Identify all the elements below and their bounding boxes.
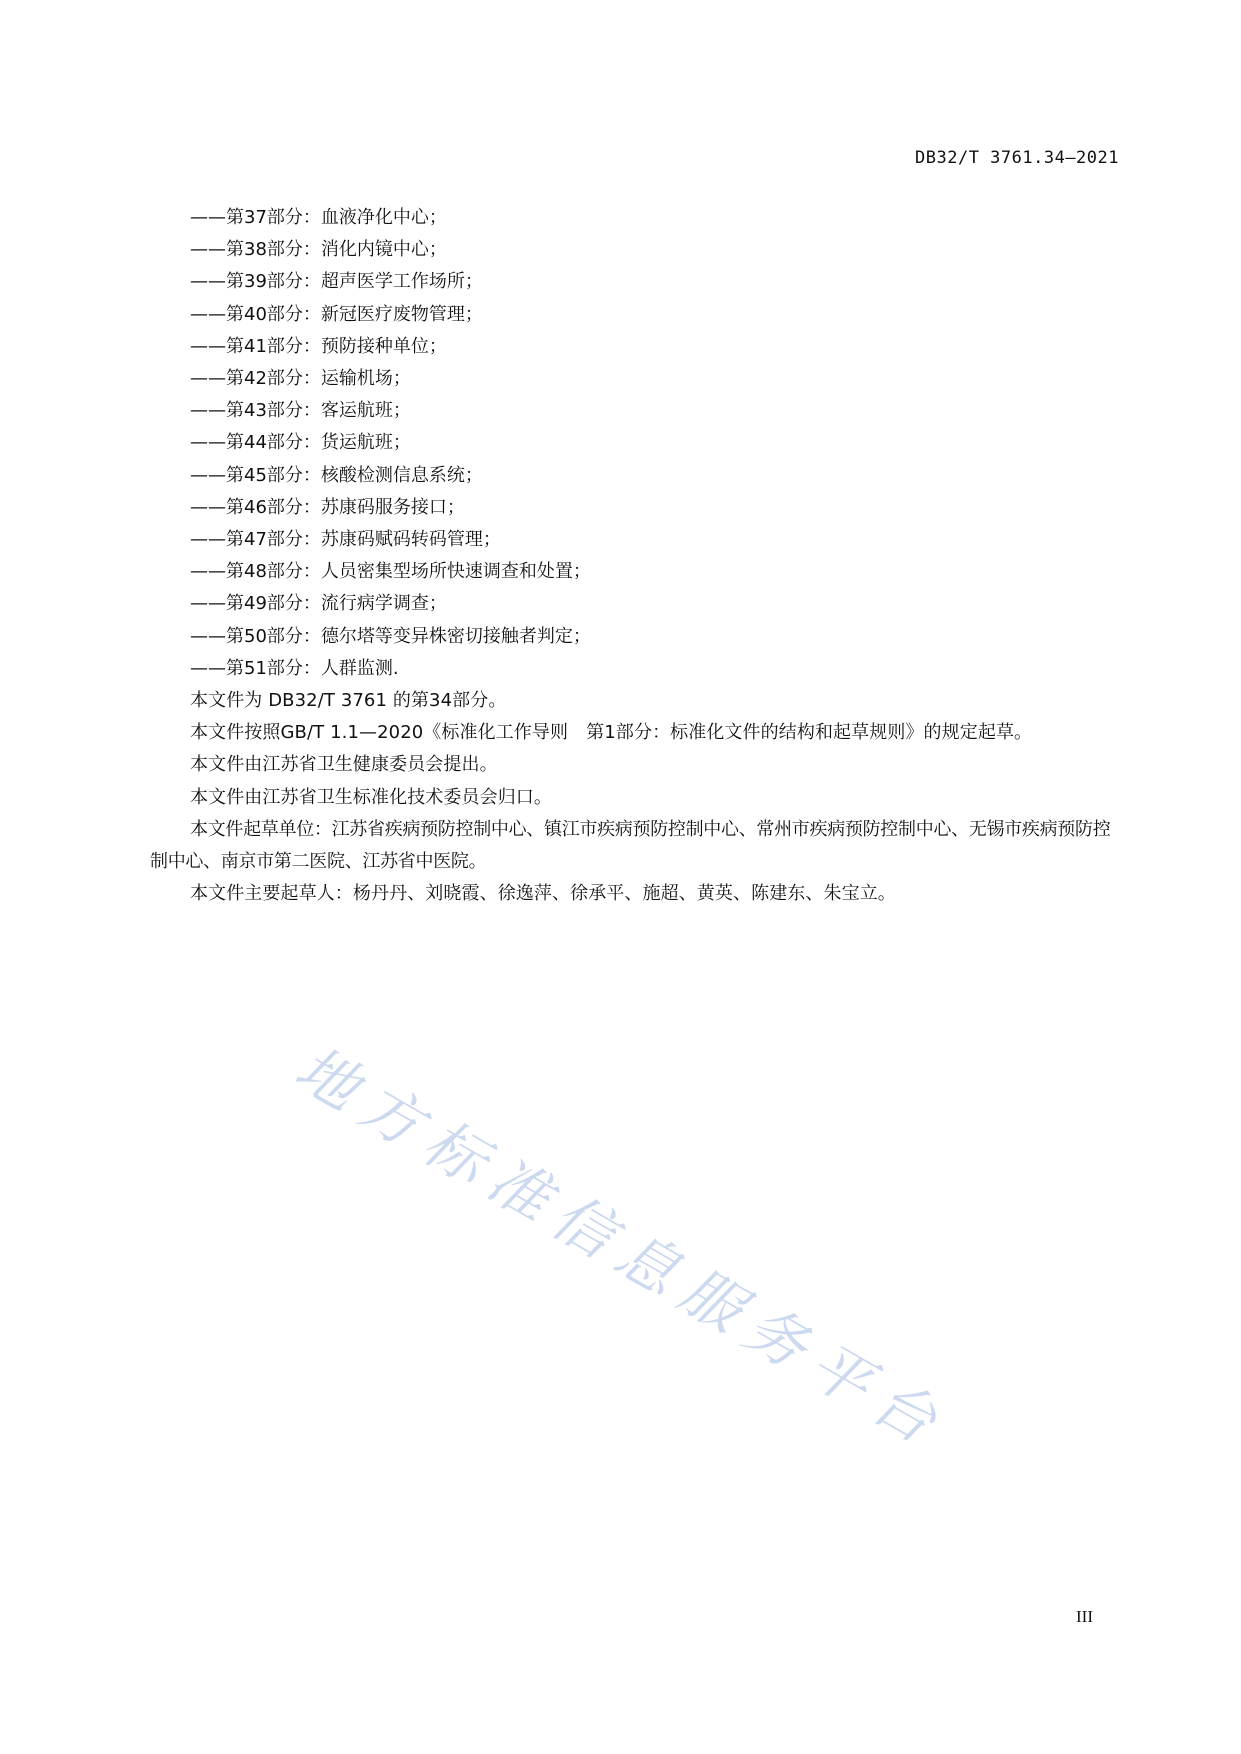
list-item: ——第46部分：苏康码服务接口；	[190, 496, 465, 518]
list-item: ——第50部分：德尔塔等变异株密切接触者判定；	[190, 625, 591, 647]
document-code: DB32/T 3761.34—2021	[915, 148, 1119, 168]
list-item: ——第37部分：血液净化中心；	[190, 207, 447, 228]
list-item: ——第40部分：新冠医疗废物管理；	[190, 303, 483, 325]
list-item: ——第42部分：运输机场；	[190, 368, 411, 390]
paragraph-managed-by: 本文件由江苏省卫生标准化技术委员会归口。	[190, 786, 552, 808]
paragraph-drafting-units: 本文件起草单位：江苏省疾病预防控制中心、镇江市疾病预防控制中心、常州市疾病预防控制中心、无锡市疾病预防控制中心、南京市第二医院、江苏省中医院。	[150, 818, 1111, 873]
list-item: ——第47部分：苏康码赋码转码管理；	[190, 529, 501, 551]
list-item: ——第43部分：客运航班；	[190, 400, 411, 422]
list-item: ——第44部分：货运航班；	[190, 432, 411, 454]
paragraph-drafted-per: 本文件按照GB/T 1.1—2020《标准化工作导则 第1部分：标准化文件的结构和起草规则》的规定起草。	[190, 722, 1033, 744]
list-item: ——第45部分：核酸检测信息系统；	[190, 464, 483, 486]
paragraph-part-of: 本文件为 DB32/T 3761 的第34部分。	[190, 690, 507, 712]
list-item: ——第49部分：流行病学调查；	[190, 593, 447, 615]
page-number: III	[1076, 1607, 1093, 1626]
list-item: ——第38部分：消化内镜中心；	[190, 239, 447, 261]
watermark: 地方标准信息服务平台	[283, 1033, 960, 1464]
list-item: ——第39部分：超声医学工作场所；	[190, 271, 483, 293]
paragraph-drafters: 本文件主要起草人：杨丹丹、刘晓霞、徐逸萍、徐承平、施超、黄英、陈建东、朱宝立。	[190, 883, 896, 905]
list-item: ——第41部分：预防接种单位；	[190, 335, 447, 357]
foreword-body	[150, 202, 1120, 910]
paragraph-proposed-by: 本文件由江苏省卫生健康委员会提出。	[190, 754, 498, 776]
list-item: ——第48部分：人员密集型场所快速调查和处置；	[190, 561, 591, 583]
list-item: ——第51部分：人群监测.	[190, 657, 399, 679]
parts-list	[150, 202, 1120, 685]
